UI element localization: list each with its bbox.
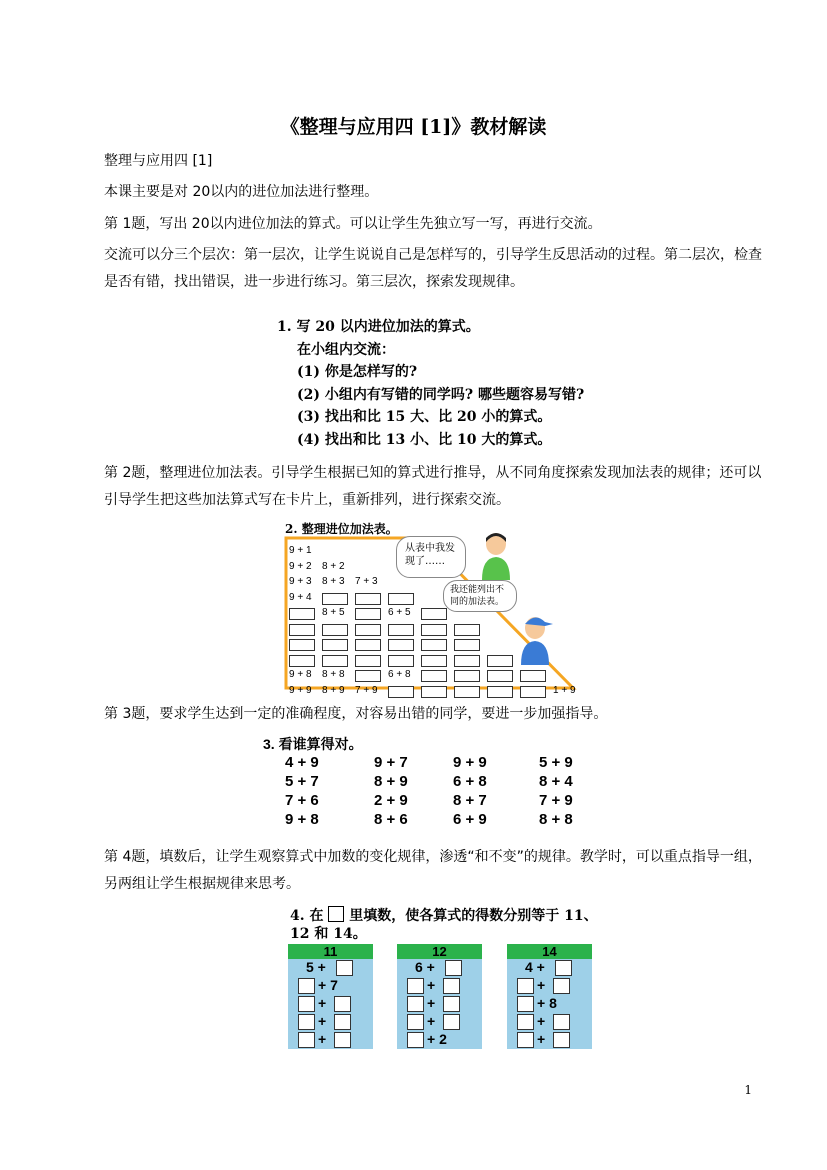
blank-box [517,1032,534,1048]
q4-table-row [397,1013,482,1031]
table-cell-blank [487,670,513,682]
table-cell-blank [355,593,381,605]
page-title: 《整理与应用四 [1]》教材解读 [280,116,547,138]
q2-heading: 2. 整理进位加法表。 [285,522,398,536]
q3-row [263,792,593,811]
blank-box [443,978,460,994]
figure-addition-table [283,520,578,695]
table-cell-blank [520,670,546,682]
q3-equation: 6 + 8 [453,773,487,790]
q4-table [288,944,373,1049]
paragraph-q1: 第 1题，写出 20以内进位加法的算式。可以让学生先独立写一写，再进行交流。 [104,216,602,232]
table-cell-equation: 9 + 9 [289,684,312,696]
speech-bubble-text: 从表中我发现了…… [405,543,455,567]
table-cell-equation: 8 + 5 [322,607,345,618]
q4-text: + [318,1031,327,1047]
q3-equation: 9 + 9 [453,754,487,771]
q1-line: (1) 你是怎样写的? [297,364,418,380]
q1-line: (4) 找出和比 13 小、比 10 大的算式。 [297,431,552,448]
q1-line: (3) 找出和比 15 大、比 20 小的算式。 [297,409,552,425]
q4-table-row [507,995,592,1013]
table-cell-blank [355,655,381,667]
q4-table-row [288,1031,373,1049]
q4-table-row [397,995,482,1013]
blank-box-icon [328,906,344,922]
speech-bubble [396,536,466,578]
table-cell-blank [454,686,480,698]
table-cell-blank [355,670,381,682]
blank-box [553,978,570,994]
q4-table-row [288,977,373,995]
blank-box [298,1014,315,1030]
table-cell-equation: 8 + 3 [322,576,345,587]
blank-box [334,1014,351,1030]
blank-box [443,996,460,1012]
table-cell-equation: 9 + 2 [289,560,312,572]
q3-row [263,773,593,792]
table-cell-blank [355,624,381,636]
table-cell-blank [421,639,447,651]
blank-box [445,960,462,976]
table-cell-blank [355,608,381,620]
blank-box [407,996,424,1012]
blank-box [407,978,424,994]
intro-paragraph: 本课主要是对 20以内的进位加法进行整理。 [104,184,379,200]
table-cell-blank [421,670,447,682]
q4-table-header: 11 [288,944,373,959]
table-cell-equation: 8 + 2 [322,560,345,572]
q1-line: 在小组内交流： [297,341,395,358]
q4-text: + [537,1013,546,1029]
table-cell-blank [388,655,414,667]
table-cell-equation: 9 + 8 [289,669,312,680]
table-cell-blank [289,639,315,651]
q4-table-row [507,977,592,995]
q4-table-row [507,1031,592,1049]
q4-text: + 7 [318,977,338,993]
table-cell-blank [388,624,414,636]
q4-table-row [507,1013,592,1031]
table-cell-blank [322,655,348,667]
q4-text: + 2 [427,1031,447,1047]
table-cell-blank [487,655,513,667]
q4-table-header: 14 [507,944,592,959]
table-cell-blank [454,624,480,636]
blank-box [334,996,351,1012]
q3-row [263,754,593,773]
blank-box [443,1014,460,1030]
table-cell-blank [355,639,381,651]
q4-text: + [427,977,436,993]
table-cell-blank [388,639,414,651]
table-cell-blank [454,639,480,651]
q1-line: (2) 小组内有写错的同学吗? 哪些题容易写错? [297,386,585,403]
q4-table-row [288,995,373,1013]
q3-equation: 7 + 6 [285,792,319,809]
blank-box [298,1032,315,1048]
q3-heading: 3. 看谁算得对。 [263,736,363,752]
q4-text: + [427,995,436,1011]
q4-text: + [318,1013,327,1029]
blank-box [517,1014,534,1030]
table-cell-blank [520,686,546,698]
q3-equation: 5 + 9 [539,754,573,771]
q3-equation: 4 + 9 [285,754,319,771]
q3-equation: 7 + 9 [539,792,573,809]
blank-box [553,1032,570,1048]
subtitle: 整理与应用四 [1] [104,153,213,169]
table-cell-blank [289,608,315,620]
paragraph-q3: 第 3题，要求学生达到一定的准确程度，对容易出错的同学，要进一步加强指导。 [104,706,608,722]
blank-box [555,960,572,976]
q4-table [507,944,592,1049]
blank-box [553,1014,570,1030]
table-cell-equation: 9 + 3 [289,576,312,587]
speech-bubble [443,580,517,612]
figure-question-1 [277,316,584,451]
q4-table-row [397,977,482,995]
q3-equation: 9 + 8 [285,811,319,828]
blank-box [407,1032,424,1048]
blank-box [298,996,315,1012]
table-cell-blank [421,624,447,636]
q3-equation: 8 + 7 [453,792,487,809]
boy-cap-illustration [517,610,557,669]
table-cell-blank [388,686,414,698]
table-cell-blank [454,655,480,667]
table-cell-equation: 7 + 3 [355,576,378,587]
q4-text: + [427,1013,436,1029]
q4-table-row [507,959,592,977]
table-cell-blank [322,593,348,605]
table-cell-equation: 1 + 9 [553,684,576,696]
q4-table-header: 12 [397,944,482,959]
q4-text: 6 + [415,959,435,975]
q4-heading-b: 里填数，使各算式的得数分别等于 11、 [349,908,598,924]
q3-equation: 6 + 9 [453,811,487,828]
table-cell-equation: 9 + 1 [289,545,312,556]
q3-equation: 8 + 6 [374,811,408,828]
speech-bubble-text: 我还能列出不同的加法表。 [450,585,505,607]
table-cell-equation: 6 + 5 [388,607,411,618]
table-cell-blank [322,624,348,636]
blank-box [336,960,353,976]
table-cell-blank [289,655,315,667]
paragraph-q2: 第 2题，整理进位加法表。引导学生根据已知的算式进行推导，从不同角度探索发现加法表的规律；还可以引导学生把这些加法算式写在卡片上，重新排列，进行探索交流。 [104,465,762,508]
blank-box [517,978,534,994]
table-cell-blank [487,686,513,698]
blank-box [334,1032,351,1048]
q4-table-row [288,1013,373,1031]
figure-question-3 [263,734,593,832]
figure-question-4 [290,906,620,943]
blank-box [407,1014,424,1030]
boy-illustration [476,530,516,584]
q3-row [263,811,593,830]
q1-line: 1. 写 20 以内进位加法的算式。 [277,319,480,335]
table-cell-blank [322,639,348,651]
q4-text: + [537,1031,546,1047]
blank-box [298,978,315,994]
q4-heading-a: 4. 在 [290,908,324,924]
q4-text: 4 + [525,959,545,975]
table-cell-equation: 7 + 9 [355,684,378,696]
table-cell-blank [388,593,414,605]
q3-equation: 8 + 8 [539,811,573,828]
q3-equation: 8 + 4 [539,773,573,790]
q4-text: + [537,977,546,993]
page-number: 1 [744,1083,752,1097]
q4-text: + 8 [537,995,557,1011]
q3-equation: 5 + 7 [285,773,319,790]
q3-equation: 9 + 7 [374,754,408,771]
table-cell-equation: 9 + 4 [289,591,312,603]
q4-table-row [397,1031,482,1049]
table-cell-blank [454,670,480,682]
q3-equation: 2 + 9 [374,792,408,809]
q4-table [397,944,482,1049]
table-cell-blank [421,655,447,667]
q3-equation: 8 + 9 [374,773,408,790]
paragraph-q4: 第 4题，填数后，让学生观察算式中加数的变化规律，渗透“和不变”的规律。教学时，可以重点指导一组，另两组让学生根据规律来思考。 [104,849,762,892]
table-cell-blank [289,624,315,636]
q4-table-row [288,959,373,977]
table-cell-equation: 8 + 8 [322,669,345,680]
q4-text: + [318,995,327,1011]
q4-tables [288,944,588,1049]
table-cell-blank [421,686,447,698]
q4-heading-c: 12 和 14。 [290,926,367,942]
q4-table-row [397,959,482,977]
paragraph-levels: 交流可以分三个层次：第一层次，让学生说说自己是怎样写的，引导学生反思活动的过程。第二层次，检查是否有错，找出错误，进一步进行练习。第三层次，探索发现规律。 [104,247,762,290]
q4-text: 5 + [306,959,326,975]
table-cell-equation: 8 + 9 [322,684,345,696]
table-cell-equation: 6 + 8 [388,669,411,680]
blank-box [517,996,534,1012]
